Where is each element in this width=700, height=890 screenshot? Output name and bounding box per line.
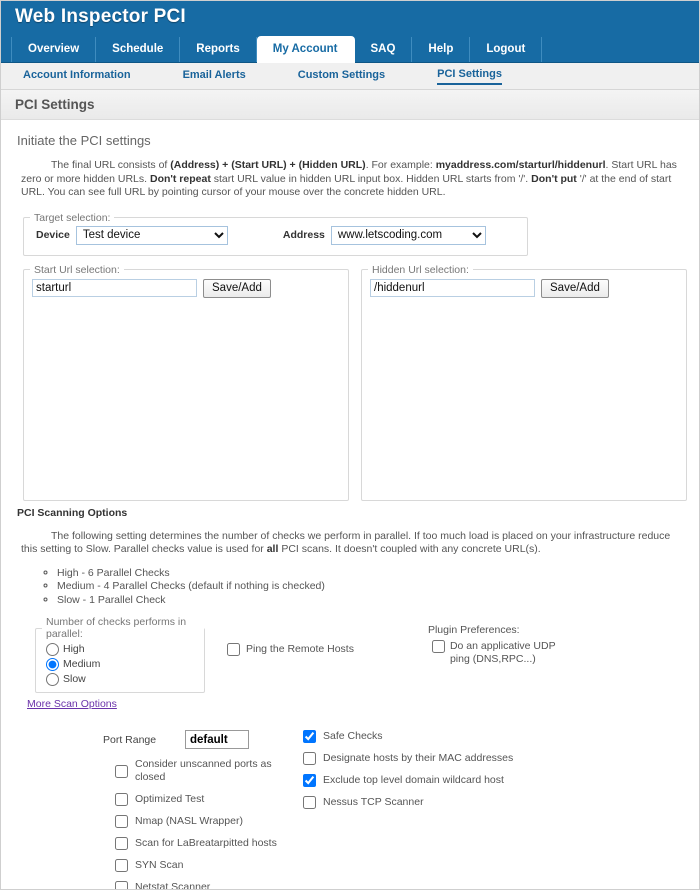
checkbox-input[interactable]	[115, 793, 128, 806]
checkbox-option-optimized-test[interactable]	[103, 793, 303, 806]
start-url-input-row	[24, 276, 348, 298]
desc-bold-2: myaddress.com/starturl/hiddenurl	[435, 159, 606, 171]
checkbox-label: Optimized Test	[135, 793, 205, 805]
main-nav-tab-reports[interactable]: Reports	[180, 37, 256, 62]
checkbox-option-nessus-tcp-scanner[interactable]	[303, 796, 533, 809]
main-nav-tab-help[interactable]: Help	[412, 37, 470, 62]
scan-bold-1: all	[266, 543, 279, 555]
checkbox-option-netstat-scanner[interactable]	[103, 881, 303, 890]
hidden-url-save-add-button[interactable]: Save/Add	[541, 279, 609, 298]
device-select[interactable]	[76, 226, 228, 245]
bottom-options-row	[13, 730, 687, 890]
desc-text-5: '/' at the end of start URL. You can see full URL by pointing cursor of your mouse over the concrete hidden URL.	[21, 172, 672, 198]
main-nav-tab-schedule[interactable]: Schedule	[96, 37, 180, 62]
parallel-checks-fieldset	[35, 616, 205, 693]
checkbox-option-nmap-nasl-wrapper[interactable]	[103, 815, 303, 828]
sub-nav-tab-account-information[interactable]: Account Information	[23, 68, 131, 81]
page-subtitle: Initiate the PCI settings	[17, 133, 151, 148]
page-title: PCI Settings	[15, 97, 95, 112]
main-nav-tab-overview[interactable]: Overview	[11, 37, 96, 62]
parallel-radio-input-high[interactable]	[46, 643, 59, 656]
desc-bold-3: Don't repeat	[149, 172, 211, 185]
port-range-label: Port Range	[103, 733, 157, 746]
start-url-input[interactable]	[32, 279, 197, 297]
ping-remote-hosts-label: Ping the Remote Hosts	[246, 643, 354, 655]
main-nav-tab-saq[interactable]: SAQ	[355, 37, 413, 62]
checkbox-label: Nmap (NASL Wrapper)	[135, 815, 243, 827]
checkbox-input[interactable]	[303, 774, 316, 787]
target-selection-fieldset	[23, 212, 528, 256]
checkbox-option-exclude-top-level-domain-wildcard-host[interactable]	[303, 774, 533, 787]
page-title-bar	[1, 90, 699, 120]
right-checkbox-list	[303, 730, 533, 809]
ping-remote-hosts-option[interactable]	[227, 643, 354, 693]
target-selection-legend: Target selection:	[34, 211, 111, 224]
checkbox-input[interactable]	[115, 837, 128, 850]
start-url-save-add-button[interactable]: Save/Add	[203, 279, 271, 298]
checkbox-label: Exclude top level domain wildcard host	[323, 774, 504, 786]
sub-nav-tab-custom-settings[interactable]: Custom Settings	[297, 68, 386, 81]
checkbox-input[interactable]	[115, 815, 128, 828]
hidden-url-fieldset	[361, 264, 687, 501]
hidden-url-input-row	[362, 276, 686, 298]
sub-nav-tab-pci-settings[interactable]: PCI Settings	[437, 68, 502, 85]
app-brand-title: Web Inspector PCI	[15, 6, 186, 27]
desc-bold-4: Don't put	[531, 172, 577, 185]
sub-navigation	[1, 63, 699, 90]
desc-bold-1: (Address) + (Start URL) + (Hidden URL)	[170, 159, 366, 171]
left-options-column	[103, 730, 303, 890]
ping-remote-hosts-checkbox[interactable]	[227, 643, 240, 656]
parallel-bullet-item: ◦ High - 6 Parallel Checks	[57, 567, 687, 581]
parallel-radio-label: Slow	[63, 673, 86, 685]
checkbox-label: Designate hosts by their MAC addresses	[323, 752, 514, 764]
parallel-radio-input-medium[interactable]	[46, 658, 59, 671]
scan-text-1: The following setting determines the number of checks we perform in parallel. If too much load is placed on your infrastructure reduce this setting to Slow. Parallel checks value is used for	[21, 529, 671, 555]
checkbox-option-safe-checks[interactable]	[303, 730, 533, 743]
right-options-column	[303, 730, 533, 890]
parallel-radio-group	[36, 642, 204, 687]
parallel-radio-input-slow[interactable]	[46, 673, 59, 686]
checkbox-label: Safe Checks	[323, 730, 383, 742]
port-range-row	[103, 730, 303, 749]
start-url-legend: Start Url selection:	[34, 263, 120, 276]
address-label: Address	[282, 229, 325, 241]
main-navigation	[11, 36, 542, 62]
url-selection-row	[23, 264, 687, 501]
checkbox-label: Scan for LaBreatarpitted hosts	[135, 837, 277, 849]
parallel-radio-medium[interactable]	[36, 657, 204, 672]
desc-text-1: The final URL consists of	[51, 159, 171, 171]
left-checkbox-list	[103, 758, 303, 890]
url-description-paragraph	[21, 159, 679, 200]
parallel-radio-label: High	[63, 643, 85, 655]
main-nav-tab-logout[interactable]: Logout	[470, 37, 542, 62]
checkbox-label: SYN Scan	[135, 859, 184, 871]
plugin-preferences-group	[428, 624, 578, 693]
desc-text-4: start URL value in hidden URL input box. Hidden URL starts from '/'.	[210, 172, 532, 185]
udp-ping-label: Do an applicative UDP ping (DNS,RPC...)	[449, 640, 556, 665]
port-range-input[interactable]	[185, 730, 249, 749]
checkbox-option-designate-hosts-by-their-mac-addresses[interactable]	[303, 752, 533, 765]
parallel-radio-label: Medium	[63, 658, 101, 670]
checkbox-option-syn-scan[interactable]	[103, 859, 303, 872]
parallel-radio-slow[interactable]	[36, 672, 204, 687]
hidden-url-input[interactable]	[370, 279, 535, 297]
parallel-radio-high[interactable]	[36, 642, 204, 657]
checkbox-input[interactable]	[303, 752, 316, 765]
desc-text-3: . Start URL has zero or more hidden URLs.	[21, 159, 677, 185]
address-select[interactable]	[331, 226, 486, 245]
parallel-checks-legend: Number of checks performs in parallel:	[46, 616, 187, 640]
udp-ping-option[interactable]	[428, 640, 578, 666]
parallel-bullet-item: ◦ Slow - 1 Parallel Check	[57, 594, 687, 608]
checkbox-label: Consider unscanned ports as closed	[135, 758, 272, 783]
checkbox-label: Netstat Scanner	[135, 881, 211, 890]
parallel-options-row	[13, 616, 687, 693]
checkbox-input[interactable]	[303, 796, 316, 809]
plugin-preferences-title: Plugin Preferences:	[427, 624, 520, 636]
target-selection-row	[24, 224, 527, 245]
parallel-bullet-item: ◦ Medium - 4 Parallel Checks (default if nothing is checked)	[57, 580, 687, 594]
checkbox-input[interactable]	[115, 881, 128, 890]
desc-text-2: . For example:	[365, 159, 436, 171]
device-label: Device	[36, 229, 70, 241]
parallel-checks-bullet-list	[39, 567, 687, 608]
scan-text-2: PCI scans. It doesn't coupled with any concrete URL(s).	[278, 543, 541, 555]
checkbox-option-consider-unscanned-ports-as-closed[interactable]	[103, 758, 303, 784]
udp-ping-checkbox[interactable]	[432, 640, 445, 653]
main-nav-tab-my-account[interactable]: My Account	[257, 36, 355, 63]
more-scan-options-link[interactable]: More Scan Options	[27, 698, 117, 710]
checkbox-input[interactable]	[115, 859, 128, 872]
start-url-fieldset	[23, 264, 349, 501]
hidden-url-legend: Hidden Url selection:	[372, 263, 469, 276]
scanning-description-paragraph	[21, 530, 677, 557]
page-content	[1, 133, 699, 890]
sub-nav-tab-email-alerts[interactable]: Email Alerts	[182, 68, 246, 81]
pci-scanning-options-heading: PCI Scanning Options	[17, 506, 128, 519]
checkbox-input[interactable]	[115, 765, 128, 778]
checkbox-input[interactable]	[303, 730, 316, 743]
checkbox-label: Nessus TCP Scanner	[323, 796, 424, 808]
checkbox-option-scan-for-labreatarpitted-hosts[interactable]	[103, 837, 303, 850]
app-header	[1, 1, 699, 63]
